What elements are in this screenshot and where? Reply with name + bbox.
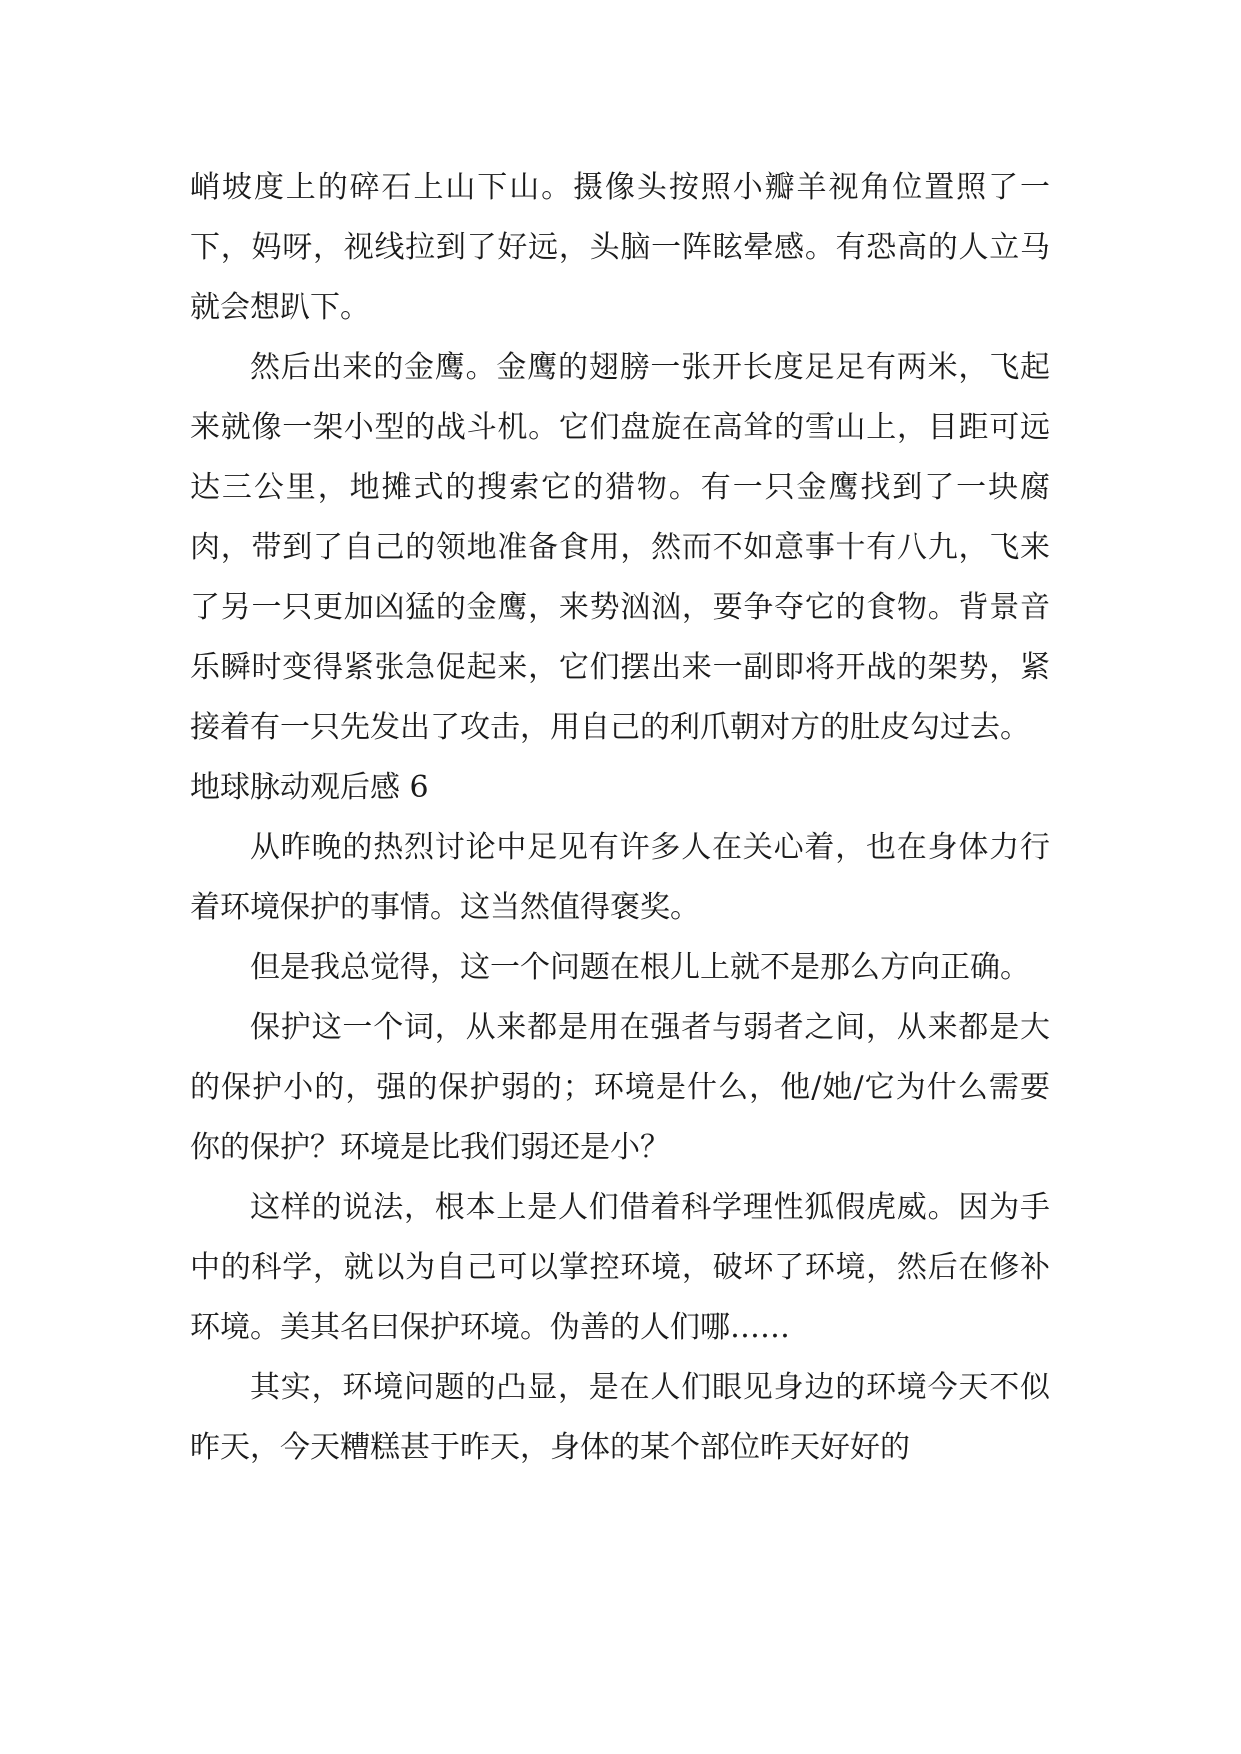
paragraph-2: 然后出来的金鹰。金鹰的翅膀一张开长度足足有两米，飞起来就像一架小型的战斗机。它们盘旋在高耸的雪山上，目距可远达三公里，地摊式的搜索它的猎物。有一只金鹰找到了一块腐肉，带到了自己的领地准备食用，然而不如意事十有八九，飞来了另一只更加凶猛的金鹰，来势汹汹，要争夺它的食物。背景音乐瞬时变得紧张急促起来，它们摆出来一副即将开战的架势，紧接着有一只先发出了攻击，用自己的利爪朝对方的肚皮勾过去。 (190, 350, 1050, 745)
paragraph-3: 从昨晚的热烈讨论中足见有许多人在关心着，也在身体力行着环境保护的事情。这当然值得褒奖。 (190, 830, 1050, 925)
paragraph-6: 这样的说法，根本上是人们借着科学理性狐假虎威。因为手中的科学，就以为自己可以掌控环境，破坏了环境，然后在修补环境。美其名曰保护环境。伪善的人们哪…… (190, 1190, 1050, 1345)
paragraph-1: 峭坡度上的碎石上山下山。摄像头按照小瓣羊视角位置照了一下，妈呀，视线拉到了好远，头脑一阵眩晕感。有恐高的人立马就会想趴下。 (190, 170, 1050, 325)
document-body (190, 158, 1050, 1478)
paragraph-7: 其实，环境问题的凸显，是在人们眼见身边的环境今天不似昨天，今天糟糕甚于昨天，身体的某个部位昨天好好的 (190, 1370, 1050, 1465)
section-heading: 地球脉动观后感 6 (190, 770, 429, 805)
paragraph-4: 但是我总觉得，这一个问题在根儿上就不是那么方向正确。 (250, 950, 1030, 985)
paragraph-5: 保护这一个词，从来都是用在强者与弱者之间，从来都是大的保护小的，强的保护弱的；环境是什么，他/她/它为什么需要你的保护？环境是比我们弱还是小？ (190, 1010, 1050, 1165)
